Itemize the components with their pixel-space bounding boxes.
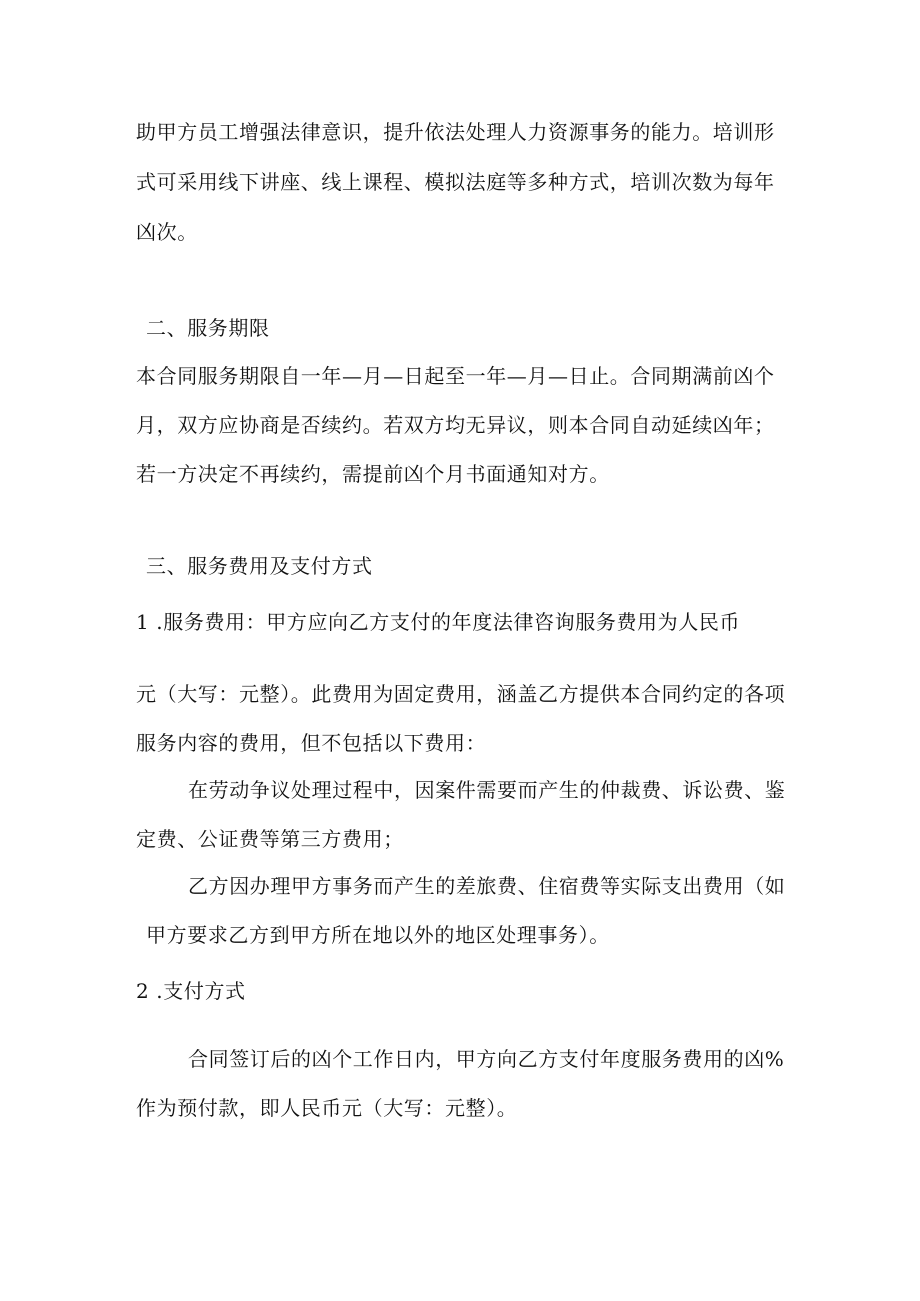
excluded-fee-1-line-1: 在劳动争议处理过程中，因案件需要而产生的仲裁费、诉讼费、鉴 bbox=[188, 778, 786, 802]
term-text-line-1: 本合同服务期限自一年—月—日起至一年—月—日止。合同期满前凶个 bbox=[136, 364, 775, 388]
excluded-fee-2-line-1: 乙方因办理甲方事务而产生的差旅费、住宿费等实际支出费用（如 bbox=[188, 874, 786, 898]
fee-item-line-2: 元（大写：元整）。此费用为固定费用，涵盖乙方提供本合同约定的各项 bbox=[136, 682, 786, 706]
fee-item-line-3: 服务内容的费用，但不包括以下费用： bbox=[136, 731, 487, 755]
term-text-line-2: 月，双方应协商是否续约。若双方均无异议，则本合同自动延续凶年； bbox=[136, 413, 775, 437]
training-text-line-2: 式可采用线下讲座、线上课程、模拟法庭等多种方式，培训次数为每年 bbox=[136, 170, 775, 194]
payment-text-line-2: 作为预付款，即人民币元（大写：元整）。 bbox=[136, 1096, 518, 1120]
training-text-line-1: 助甲方员工增强法律意识，提升依法处理人力资源事务的能力。培训形 bbox=[136, 120, 775, 144]
excluded-fee-2-line-2: 甲方要求乙方到甲方所在地以外的地区处理事务）。 bbox=[146, 923, 610, 947]
payment-text-line-1: 合同签订后的凶个工作日内，甲方向乙方支付年度服务费用的凶% bbox=[188, 1047, 785, 1071]
excluded-fee-1-line-2: 定费、公证费等第三方费用； bbox=[136, 827, 404, 851]
section-3-heading: 三、服务费用及支付方式 bbox=[146, 554, 373, 578]
term-text-line-3: 若一方决定不再续约，需提前凶个月书面通知对方。 bbox=[136, 462, 610, 486]
training-text-line-3: 凶次。 bbox=[136, 220, 198, 244]
payment-heading: 2 .支付方式 bbox=[136, 979, 246, 1003]
section-2-heading: 二、服务期限 bbox=[146, 316, 270, 340]
fee-item-line-1: 1 .服务费用：甲方应向乙方支付的年度法律咨询服务费用为人民币 bbox=[136, 610, 741, 634]
